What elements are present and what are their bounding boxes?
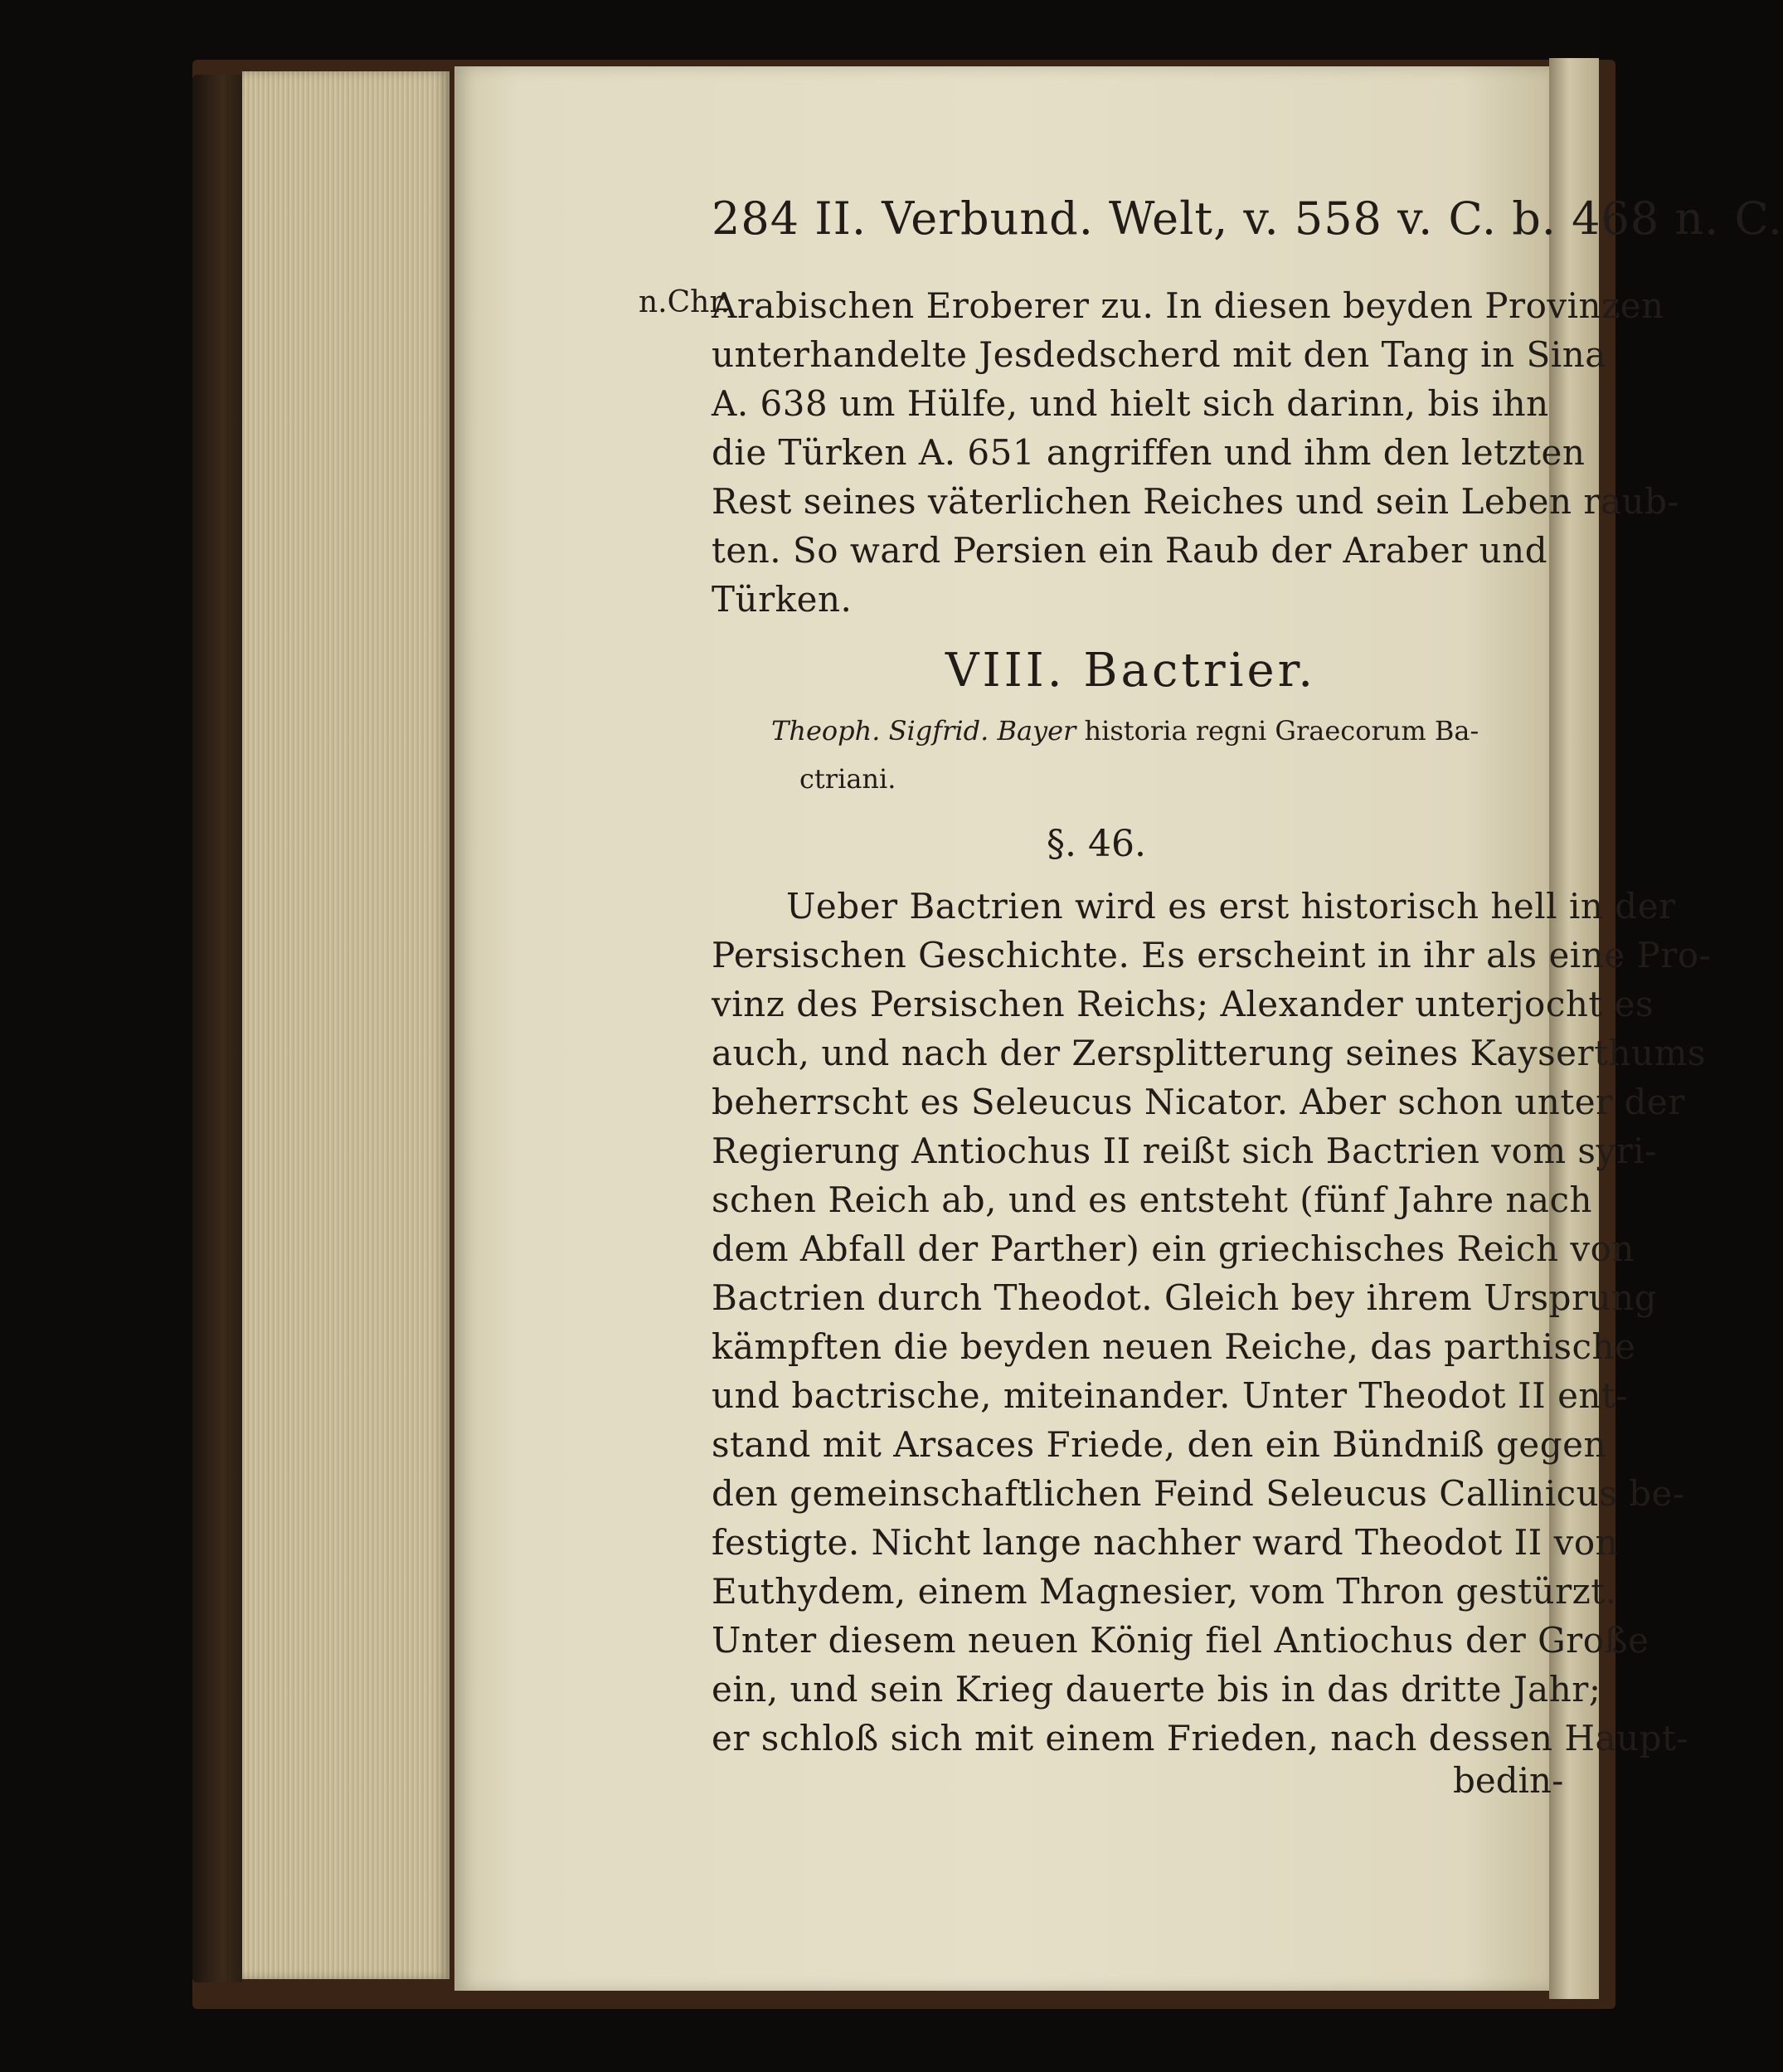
intro-line: Türken. [712, 579, 853, 620]
body-line: Euthydem, einem Magnesier, vom Thron gestürzt. [712, 1571, 1617, 1612]
citation-line-2: ctriani. [799, 763, 896, 795]
margin-note: n.Chr. [639, 285, 731, 319]
body-line: beherrscht es Seleucus Nicator. Aber schon unter der [712, 1082, 1685, 1122]
body-line: kämpften die beyden neuen Reiche, das parthische [712, 1326, 1636, 1367]
section-title: VIII. Bactrier. [945, 644, 1317, 698]
body-line: festigte. Nicht lange nachher ward Theodot II von [712, 1522, 1619, 1563]
intro-line: die Türken A. 651 angriffen und ihm den letzten [712, 432, 1586, 473]
intro-line: ten. So ward Persien ein Raub der Araber und [712, 530, 1548, 571]
body-line: Persischen Geschichte. Es erscheint in ihr als eine Pro- [712, 935, 1712, 975]
catchword: bedin- [1453, 1760, 1564, 1801]
body-line: vinz des Persischen Reichs; Alexander unterjocht es [712, 984, 1654, 1024]
intro-line: Arabischen Eroberer zu. In diesen beyden Provinzen [712, 285, 1664, 326]
body-line: ein, und sein Krieg dauerte bis in das dritte Jahr; [712, 1669, 1601, 1710]
body-line: auch, und nach der Zersplitterung seines Kayserthums [712, 1033, 1706, 1073]
body-line: Bactrien durch Theodot. Gleich bey ihrem Ursprung [712, 1277, 1658, 1318]
intro-line: Rest seines väterlichen Reiches und sein Leben raub- [712, 481, 1680, 522]
citation-author: Theoph. Sigfrid. Bayer [771, 715, 1076, 747]
body-line: Unter diesem neuen König fiel Antiochus der Große [712, 1620, 1649, 1661]
book-spine [192, 75, 242, 1982]
body-line: den gemeinschaftlichen Feind Seleucus Callinicus be- [712, 1473, 1685, 1514]
body-line: dem Abfall der Parther) ein griechisches Reich von [712, 1228, 1635, 1269]
body-line: schen Reich ab, und es entsteht (fünf Jahre nach [712, 1179, 1593, 1220]
citation-line-1 [771, 715, 1479, 747]
body-line: Regierung Antiochus II reißt sich Bactrien vom syri- [712, 1131, 1657, 1171]
intro-line: A. 638 um Hülfe, und hielt sich darinn, bis ihn [712, 383, 1549, 424]
body-line: stand mit Arsaces Friede, den ein Bündniß gegen [712, 1424, 1607, 1465]
page-edges-stack [242, 71, 449, 1979]
paragraph-number: §. 46. [1047, 823, 1146, 865]
intro-line: unterhandelte Jesdedscherd mit den Tang in Sina [712, 334, 1606, 375]
body-line: und bactrische, miteinander. Unter Theodot II ent- [712, 1375, 1629, 1416]
running-header: 284 II. Verbund. Welt, v. 558 v. C. b. 468 n. C. [712, 192, 1783, 245]
body-line: Ueber Bactrien wird es erst historisch hell in der [786, 886, 1676, 927]
body-line: er schloß sich mit einem Frieden, nach dessen Haupt- [712, 1718, 1689, 1758]
citation-title: historia regni Graecorum Ba- [1084, 715, 1479, 747]
